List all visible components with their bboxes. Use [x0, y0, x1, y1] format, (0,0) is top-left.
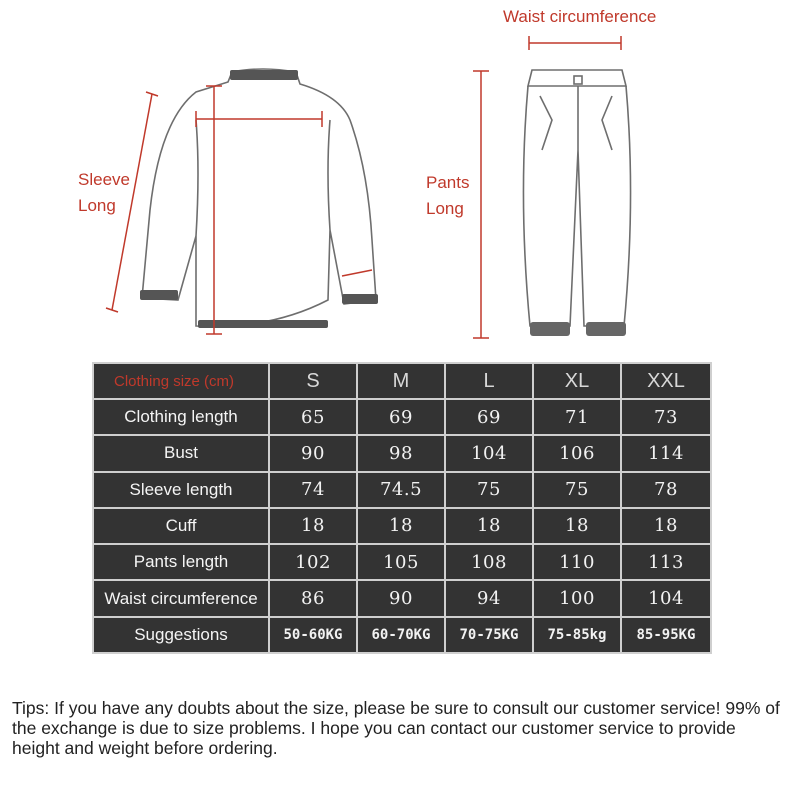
table-cell: 60-70KG: [357, 617, 445, 653]
table-cell: 75: [533, 472, 621, 508]
table-cell: 69: [445, 399, 533, 435]
table-cell: 85-95KG: [621, 617, 711, 653]
size-header-xl: XL: [533, 363, 621, 399]
size-header-row: [93, 363, 711, 399]
row-label-waist-circumference: Waist circumference: [93, 580, 269, 616]
table-cell: 106: [533, 435, 621, 471]
sleeve-label-line2: Long: [78, 196, 116, 215]
table-cell: 113: [621, 544, 711, 580]
table-cell: 78: [621, 472, 711, 508]
table-row: [93, 617, 711, 653]
pants-label-line2: Long: [426, 199, 464, 218]
table-cell: 18: [445, 508, 533, 544]
size-header-m: M: [357, 363, 445, 399]
table-cell: 71: [533, 399, 621, 435]
row-label-clothing-length: Clothing length: [93, 399, 269, 435]
table-cell: 110: [533, 544, 621, 580]
table-row: [93, 508, 711, 544]
size-table: [92, 362, 712, 654]
pants-long-label: [426, 170, 486, 222]
table-cell: 98: [357, 435, 445, 471]
table-cell: 102: [269, 544, 357, 580]
table-cell: 75-85kg: [533, 617, 621, 653]
row-label-sleeve-length: Sleeve length: [93, 472, 269, 508]
table-cell: 74: [269, 472, 357, 508]
table-cell: 94: [445, 580, 533, 616]
table-row: [93, 544, 711, 580]
table-row: [93, 399, 711, 435]
table-cell: 50-60KG: [269, 617, 357, 653]
table-cell: 104: [621, 580, 711, 616]
size-header-xxl: XXL: [621, 363, 711, 399]
waist-circumference-label: Waist circumference: [503, 7, 657, 26]
table-cell: 69: [357, 399, 445, 435]
pants-cuffs: [530, 322, 626, 336]
sweater-drawing: [142, 69, 376, 326]
table-cell: 18: [269, 508, 357, 544]
table-row: [93, 580, 711, 616]
table-cell: 108: [445, 544, 533, 580]
size-tips-text: Tips: If you have any doubts about the size, please be sure to consult our customer service! 99% of the exchange is due to size problems. I hope you can contact our customer service to provide height and weight before ordering.: [12, 698, 780, 758]
table-row: [93, 472, 711, 508]
table-cell: 114: [621, 435, 711, 471]
table-cell: 104: [445, 435, 533, 471]
table-cell: 100: [533, 580, 621, 616]
row-label-cuff: Cuff: [93, 508, 269, 544]
table-cell: 75: [445, 472, 533, 508]
size-header-s: S: [269, 363, 357, 399]
table-cell: 65: [269, 399, 357, 435]
table-cell: 74.5: [357, 472, 445, 508]
pants-drawing: [523, 70, 630, 326]
row-label-pants-length: Pants length: [93, 544, 269, 580]
table-row: [93, 435, 711, 471]
table-cell: 90: [269, 435, 357, 471]
sleeve-label-line1: Sleeve: [78, 170, 130, 189]
table-cell: 86: [269, 580, 357, 616]
table-cell: 73: [621, 399, 711, 435]
size-table-caption: Clothing size (cm): [93, 363, 269, 399]
table-cell: 70-75KG: [445, 617, 533, 653]
table-cell: 18: [621, 508, 711, 544]
row-label-bust: Bust: [93, 435, 269, 471]
table-cell: 90: [357, 580, 445, 616]
sleeve-long-label: [78, 167, 148, 219]
size-header-l: L: [445, 363, 533, 399]
table-cell: 18: [533, 508, 621, 544]
table-cell: 18: [357, 508, 445, 544]
table-cell: 105: [357, 544, 445, 580]
pants-label-line1: Pants: [426, 173, 470, 192]
row-label-suggestions: Suggestions: [93, 617, 269, 653]
pants-dimension-lines: [473, 36, 621, 338]
